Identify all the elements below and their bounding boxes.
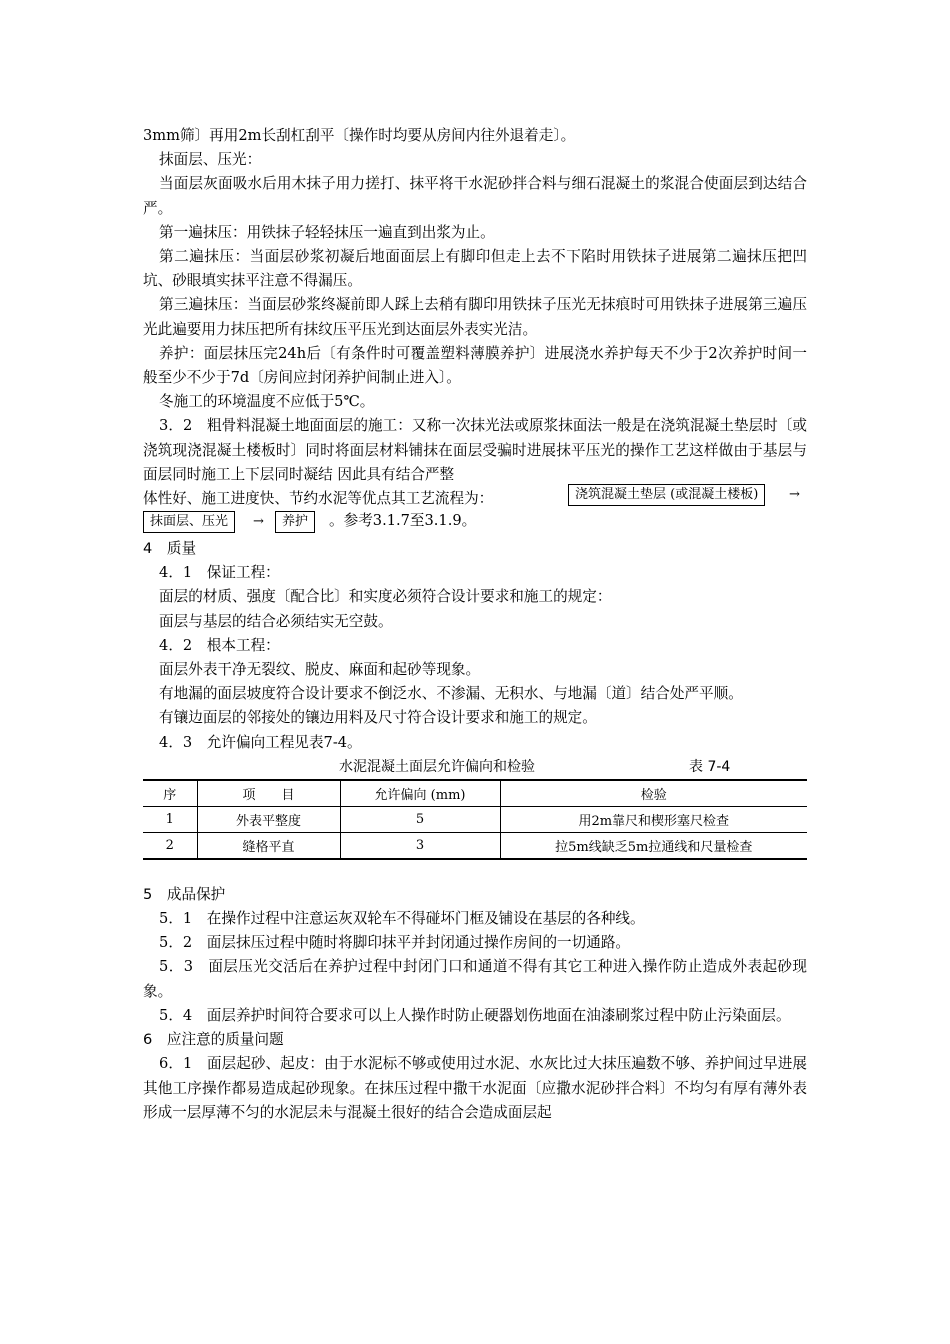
flow-step-box: 抹面层、压光: [143, 511, 235, 533]
table-cell: 缝格平直: [197, 832, 340, 859]
table-header-cell: 项 目: [197, 780, 340, 807]
table-cell: 拉5m线缺乏5m拉通线和尺量检查: [500, 832, 807, 859]
table-cell: 3: [340, 832, 500, 859]
paragraph: 6．1 面层起砂、起皮：由于水泥标不够或使用过水泥、水灰比过大抹压遍数不够、养护间过早进展其他工序操作都易造成起砂现象。在抹压过程中撒干水泥面〔应撒水泥砂拌合料〕不均匀有厚有薄外表形成一层厚薄不匀的水泥层未与混凝土很好的结合会造成面层起: [143, 1055, 807, 1121]
arrow-right-icon: →: [789, 487, 800, 503]
paragraph: 冬施工的环境温度不应低于5℃。: [159, 393, 375, 411]
paragraph-3-2: 3．2 粗骨料混凝土地面面层的施工：又称一次抹光法或原浆抹面法一般是在浇筑混凝土垫层时〔或浇筑现浇混凝土楼板时〕同时将面层材料铺抹在面层受骗时进展抹平压光的操作工艺这样做由于基层与面层同时施工上下层同时凝结 因此具有结合严整: [143, 417, 807, 483]
table-caption: [143, 755, 807, 779]
table-header-cell: 检验: [500, 780, 807, 807]
table-row: [143, 832, 807, 859]
table-title: 水泥混凝土面层允许偏向和检验: [339, 758, 535, 775]
arrow-right-icon: →: [253, 514, 264, 530]
table-header-cell: 允许偏向 (mm): [340, 780, 500, 807]
table-cell: 用2m靠尺和楔形塞尺检查: [500, 806, 807, 832]
table-cell: 1: [143, 806, 197, 832]
tolerance-table: [143, 779, 807, 860]
paragraph: 面层的材质、强度〔配合比〕和实度必须符合设计要求和施工的规定：: [159, 588, 612, 606]
table-cell: 5: [340, 806, 500, 832]
subsection-heading: 4．2 根本工程：: [159, 636, 280, 654]
section-heading: 5 成品保护: [143, 885, 226, 903]
paragraph: 第三遍抹压：当面层砂浆终凝前即人踩上去稍有脚印用铁抹子压光无抹痕时可用铁抹子进展第三遍压光此遍要用力抹压把所有抹纹压平压光到达面层外表实光洁。: [143, 296, 807, 338]
subsection-heading: 4．1 保证工程：: [159, 564, 280, 582]
subsection-heading: 4．3 允许偏向工程见表7-4。: [159, 733, 362, 751]
table-cell: 外表平整度: [197, 806, 340, 832]
paragraph: 5．4 面层养护时间符合要求可以上人操作时防止硬器划伤地面在油漆刷浆过程中防止污染面层。: [159, 1006, 791, 1024]
table-number: 表 7-4: [689, 758, 731, 775]
table-header-cell: 序: [143, 780, 197, 807]
paragraph: 第二遍抹压：当面层砂浆初凝后地面面层上有脚印但走上去不下陷时用铁抹子进展第二遍抹压把凹坑、砂眼填实抹平注意不得漏压。: [143, 248, 807, 290]
paragraph: 抹面层、压光：: [159, 151, 262, 169]
paragraph: 5．1 在操作过程中注意运灰双轮车不得碰坏门框及铺设在基层的各种线。: [159, 910, 645, 928]
table-cell: 2: [143, 832, 197, 859]
paragraph: 有镶边面层的邻接处的镶边用料及尺寸符合设计要求和施工的规定。: [159, 709, 597, 727]
table-header-row: [143, 780, 807, 807]
flow-step-box: 养护: [275, 511, 315, 533]
table-row: [143, 806, 807, 832]
section-heading: 4 质量: [143, 540, 197, 558]
document-page: [143, 124, 807, 1125]
paragraph: 第一遍抹压：用铁抹子轻轻抹压一遍直到出浆为止。: [159, 223, 495, 241]
section-heading: 6 应注意的质量问题: [143, 1031, 284, 1049]
paragraph: 3mm筛〕再用2m长刮杠刮平〔操作时均要从房间内往外退着走〕。: [143, 127, 576, 144]
paragraph: 有地漏的面层坡度符合设计要求不倒泛水、不渗漏、无积水、与地漏〔道〕结合处严平顺。: [159, 685, 743, 703]
flow-step-box: 浇筑混凝土垫层 (或混凝土楼板): [568, 484, 765, 506]
paragraph: 面层外表干净无裂纹、脱皮、麻面和起砂等现象。: [159, 661, 481, 679]
flow-tail-text: 。参考3.1.7至3.1.9。: [329, 512, 477, 530]
paragraph: 5．3 面层压光交活后在养护过程中封闭门口和通道不得有其它工种进入操作防止造成外表起砂现象。: [143, 958, 807, 1000]
paragraph: 面层与基层的结合必须结实无空鼓。: [159, 612, 393, 630]
paragraph: 5．2 面层抹压过程中随时将脚印抹平并封闭通过操作房间的一切通路。: [159, 934, 631, 952]
paragraph: 养护：面层抹压完24h后〔有条件时可覆盖塑料薄膜养护〕进展浇水养护每天不少于2次养护时间一般至少不少于7d〔房间应封闭养护间制止进入〕。: [143, 344, 807, 387]
flow-lead-text: 体性好、施工进度快、节约水泥等优点其工艺流程为：: [143, 490, 494, 508]
paragraph: 当面层灰面吸水后用木抹子用力搓打、抹平将干水泥砂拌合料与细石混凝土的浆混合使面层到达结合严。: [143, 175, 807, 217]
process-flow: [143, 487, 807, 537]
